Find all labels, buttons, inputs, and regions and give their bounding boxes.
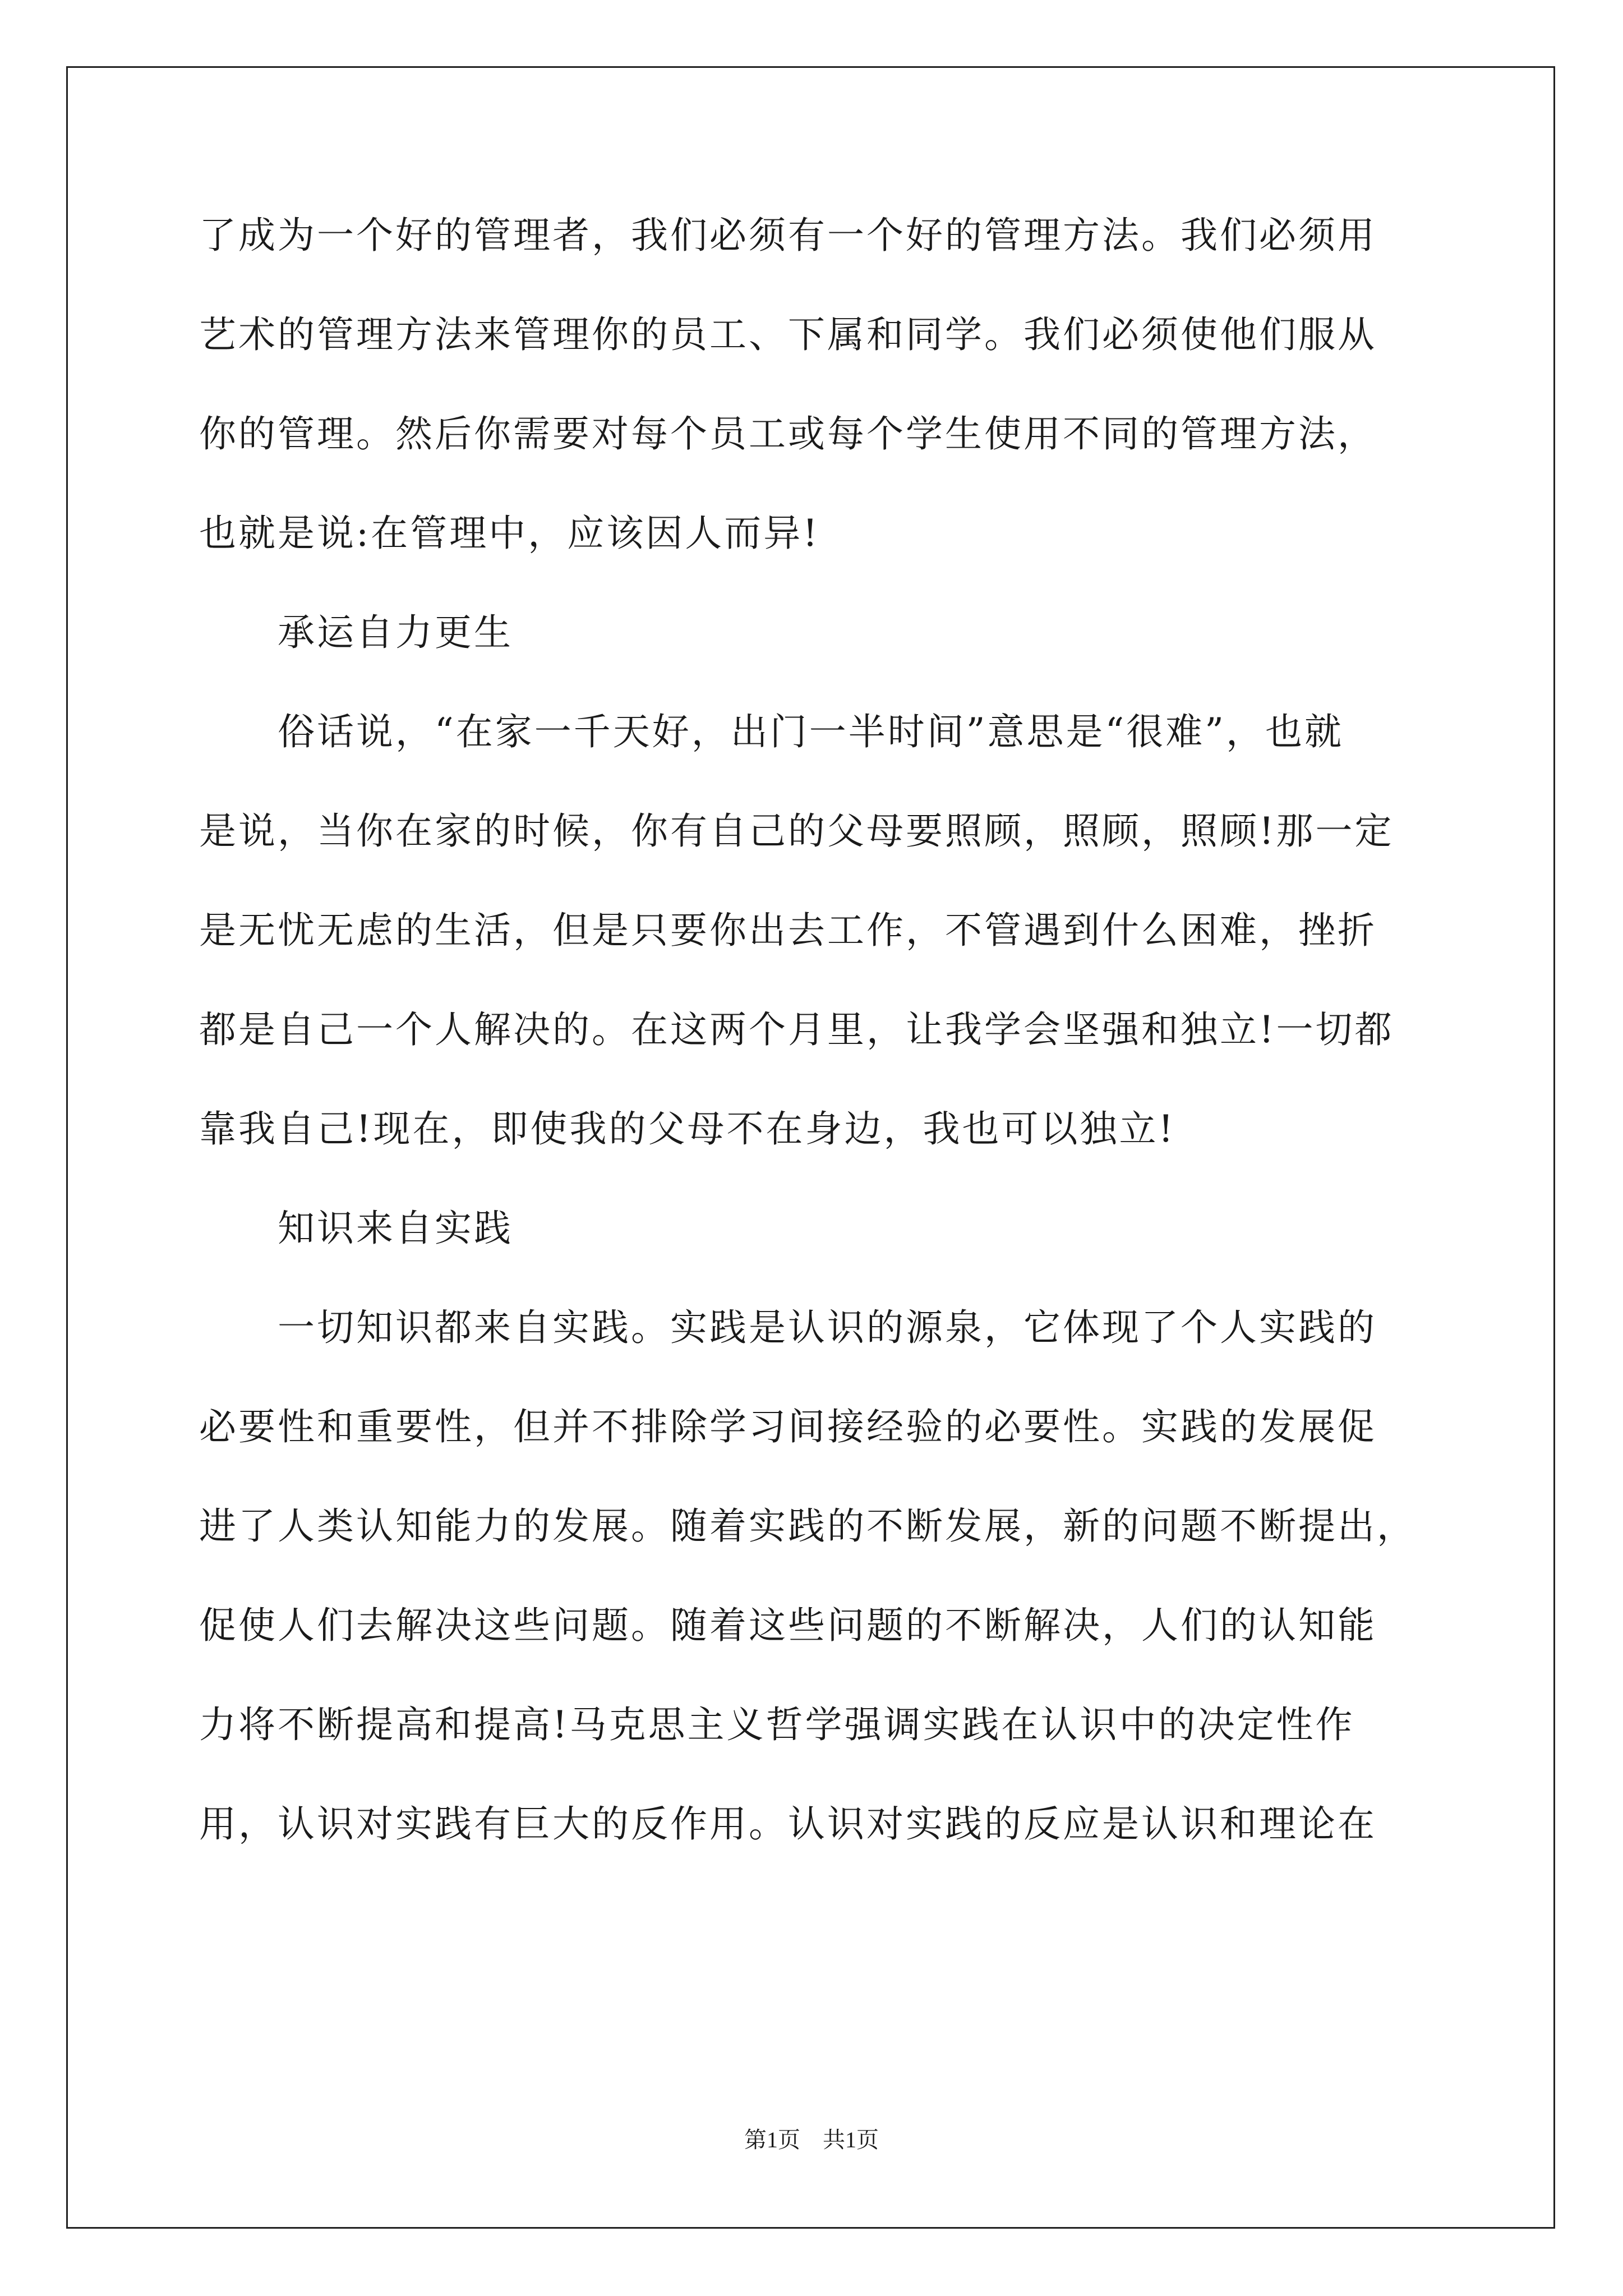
text-line: 也就是说:在管理中，应该因人而异! [199, 512, 820, 555]
text-line: 促使人们去解决这些问题。随着这些问题的不断解决，人们的认知能 [199, 1604, 1377, 1647]
text-line: 是说，当你在家的时候，你有自己的父母要照顾，照顾，照顾!那一定 [199, 809, 1394, 853]
section-heading: 知识来自实践 [199, 1207, 513, 1250]
text-line: 用，认识对实践有巨大的反作用。认识对实践的反应是认识和理论在 [199, 1802, 1377, 1846]
text-line: 进了人类认知能力的发展。随着实践的不断发展，新的问题不断提出， [199, 1504, 1416, 1548]
text-line: 靠我自己!现在，即使我的父母不在身边，我也可以独立! [199, 1107, 1176, 1151]
section-heading: 承运自力更生 [199, 611, 513, 654]
text-line: 都是自己一个人解决的。在这两个月里，让我学会坚强和独立!一切都 [199, 1008, 1394, 1051]
text-line: 是无忧无虑的生活，但是只要你出去工作，不管遇到什么困难，挫折 [199, 909, 1377, 952]
page-footer: 第1页 共1页 [744, 2127, 879, 2152]
text-line: 你的管理。然后你需要对每个员工或每个学生使用不同的管理方法， [199, 412, 1377, 455]
text-line: 力将不断提高和提高!马克思主义哲学强调实践在认识中的决定性作 [199, 1703, 1355, 1746]
text-line: 了成为一个好的管理者，我们必须有一个好的管理方法。我们必须用 [199, 214, 1377, 257]
text-line: 一切知识都来自实践。实践是认识的源泉，它体现了个人实践的 [199, 1306, 1377, 1349]
text-line: 艺术的管理方法来管理你的员工、下属和同学。我们必须使他们服从 [199, 313, 1377, 356]
text-line: 俗话说，“在家一千天好，出门一半时间”意思是“很难”，也就 [199, 710, 1344, 753]
text-line: 必要性和重要性，但并不排除学习间接经验的必要性。实践的发展促 [199, 1405, 1377, 1448]
document-body [199, 213, 1433, 1847]
